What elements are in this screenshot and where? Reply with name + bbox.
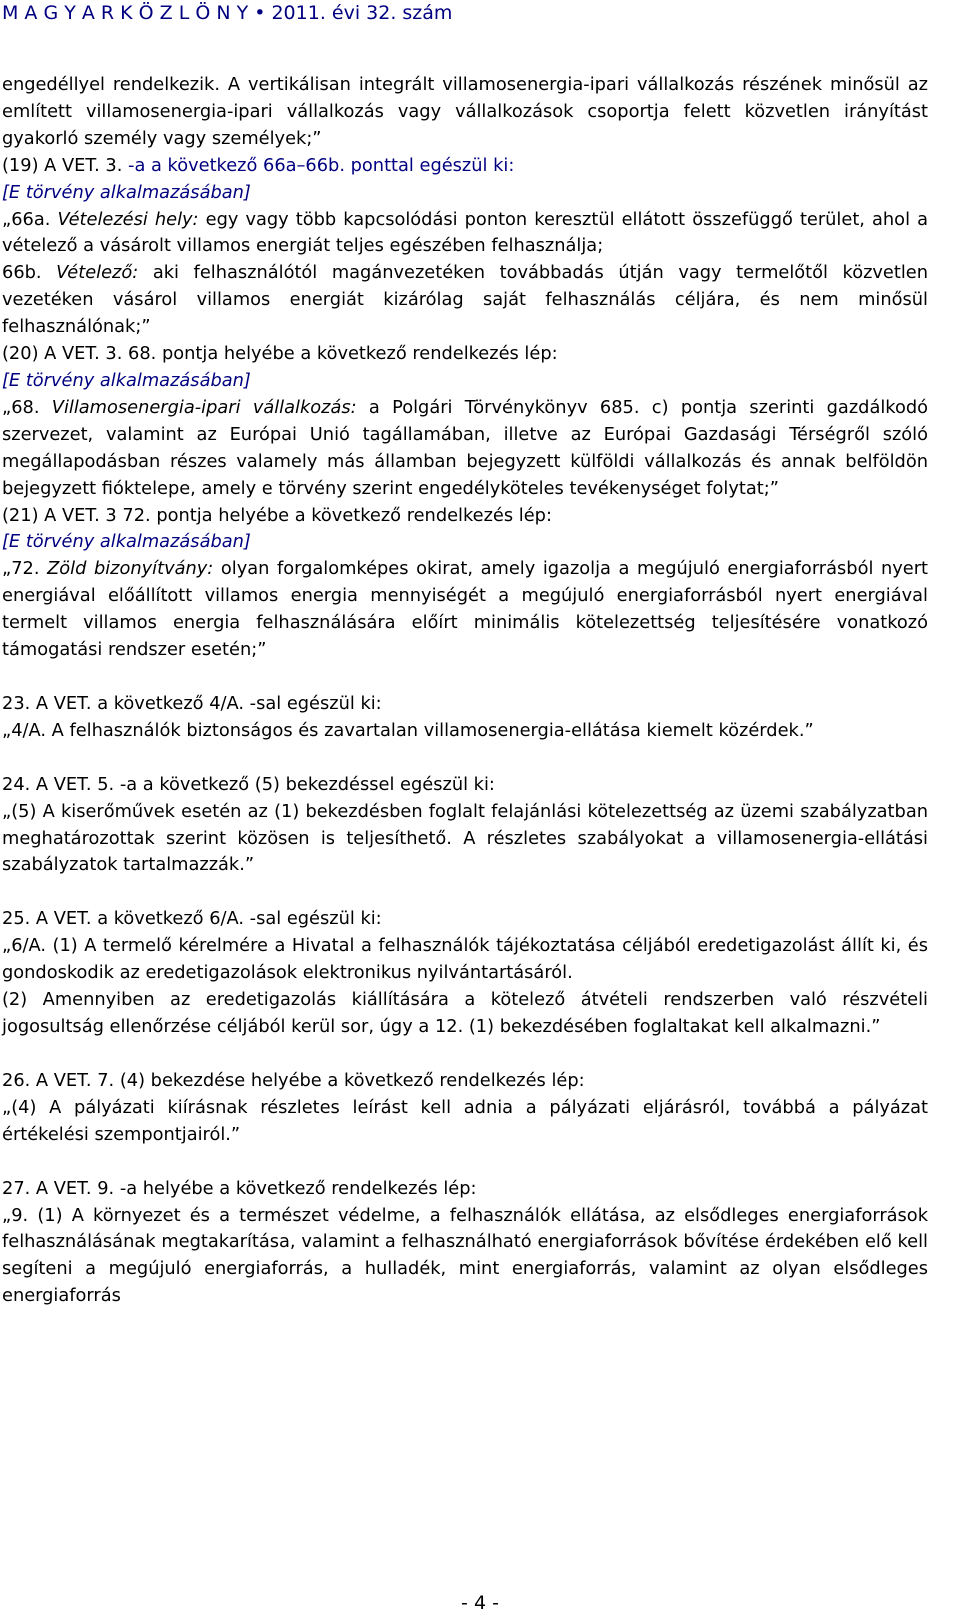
spacer	[2, 879, 928, 906]
section-link[interactable]: -a a következő 66a–66b.	[128, 154, 345, 176]
paragraph: 23. A VET. a következő 4/A. -sal egészül ki:	[2, 692, 382, 714]
definition-number: „72.	[2, 558, 48, 580]
paragraph: „4/A. A felhasználók biztonságos és zavartalan villamosenergia-ellátása kiemelt közérdek.”	[2, 719, 814, 741]
document-body	[2, 72, 928, 1310]
definition-number: „66a.	[2, 208, 58, 230]
definition-72	[2, 556, 928, 664]
bracket-note: [E törvény alkalmazásában]	[2, 181, 251, 203]
paragraph: „(5) A kiserőművek esetén az (1) bekezdésben foglalt felajánlási kötelezettség az üzemi szabályzatban meghatározottak szerint közösen is teljesíthető. A részletes szabályokat a villamosenergia-ellátási szabályzatok tartalmazzák.”	[2, 800, 928, 876]
definition-term: Vételezési hely:	[57, 208, 199, 230]
paragraph: 26. A VET. 7. (4) bekezdése helyébe a következő rendelkezés lép:	[2, 1069, 585, 1091]
paragraph-text: ponttal egészül ki:	[344, 154, 515, 176]
definition-number: „68.	[2, 396, 52, 418]
paragraph: „9. (1) A környezet és a természet védelme, a felhasználók ellátása, az elsődleges energiaforrások felhasználásának megtakarítása, valamint a felhasználható energiaforrások bővítése érdekében elő kell segíteni a megújuló energiaforrás, a hulladék, mint energiaforrás, valamint az olyan elsődleges energiaforrás	[2, 1204, 928, 1307]
definition-66b	[2, 260, 928, 341]
page-header: M A G Y A R K Ö Z L Ö N Y • 2011. évi 32. szám	[2, 2, 453, 24]
definition-68	[2, 395, 928, 503]
paragraph: 24. A VET. 5. -a a következő (5) bekezdéssel egészül ki:	[2, 773, 495, 795]
paragraph: (21) A VET. 3 72. pontja helyébe a következő rendelkezés lép:	[2, 504, 552, 526]
paragraph-text: (19) A VET. 3.	[2, 154, 129, 176]
spacer	[2, 1041, 928, 1068]
paragraph: 25. A VET. a következő 6/A. -sal egészül ki:	[2, 908, 382, 930]
spacer	[2, 1149, 928, 1176]
definition-text: aki felhasználótól magánvezetéken továbbadás útján vagy termelőtől közvetlen vezetéken vásárol villamos energiát kizárólag saját felhasználás céljára, és nem minősül felhasználónak;”	[2, 262, 928, 338]
definition-text: a Polgári Törvénykönyv 685. c) pontja szerinti gazdálkodó szervezet, valamint az Európai Unió tagállamában, illetve az Európai Gazdasági Térségről szóló megállapodásban részes valamely más államban bejegyzett külföldi vállalkozás és annak belföldön bejegyzett fióktelepe, amely e törvény szerint engedélyköteles tevékenységet folytat;”	[2, 396, 928, 499]
definition-term: Zöld bizonyítvány:	[47, 558, 214, 580]
paragraph: engedéllyel rendelkezik. A vertikálisan integrált villamosenergia-ipari vállalkozás részének minősül az említett villamosenergia-ipari vállalkozás vagy vállalkozások csoportja felett közvetlen irányítást gyakorló személy vagy személyek;”	[2, 74, 928, 149]
page-number: - 4 -	[461, 1592, 499, 1614]
bracket-note: [E törvény alkalmazásában]	[2, 369, 251, 391]
paragraph: (2) Amennyiben az eredetigazolás kiállítására a kötelező átvételi rendszerben való részvételi jogosultság ellenőrzése céljából kerül sor, úgy a 12. (1) bekezdésében foglaltakat kell alkalmazni.”	[2, 989, 928, 1037]
paragraph: 27. A VET. 9. -a helyébe a következő rendelkezés lép:	[2, 1177, 477, 1199]
definition-text: egy vagy több kapcsolódási ponton keresztül ellátott összefüggő terület, ahol a vételező a vásárolt villamos energiát teljes egészében felhasználja;	[2, 208, 928, 257]
definition-term: Vételező:	[56, 262, 139, 284]
bracket-note: [E törvény alkalmazásában]	[2, 531, 251, 553]
definition-66a	[2, 207, 928, 261]
definition-number: 66b.	[2, 262, 57, 284]
spacer	[2, 745, 928, 772]
paragraph: „(4) A pályázati kiírásnak részletes leírást kell adnia a pályázati eljárásról, továbbá a pályázat értékelési szempontjairól.”	[2, 1096, 928, 1145]
spacer	[2, 664, 928, 691]
paragraph: (20) A VET. 3. 68. pontja helyébe a következő rendelkezés lép:	[2, 343, 558, 365]
definition-term: Villamosenergia-ipari vállalkozás:	[51, 396, 357, 418]
definition-text: olyan forgalomképes okirat, amely igazolja a megújuló energiaforrásból nyert energiával előállított villamos energia mennyiségét a megújuló energiaforrásból nyert energiával termelt villamos energia felhasználására előírt minimális kötelezettség teljesítésére vonatkozó támogatási rendszer esetén;”	[2, 558, 928, 661]
paragraph: „6/A. (1) A termelő kérelmére a Hivatal a felhasználók tájékoztatása céljából eredetigazolást állít ki, és gondoskodik az eredetigazolások elektronikus nyilvántartásáról.	[2, 935, 928, 984]
paragraph	[2, 153, 928, 180]
